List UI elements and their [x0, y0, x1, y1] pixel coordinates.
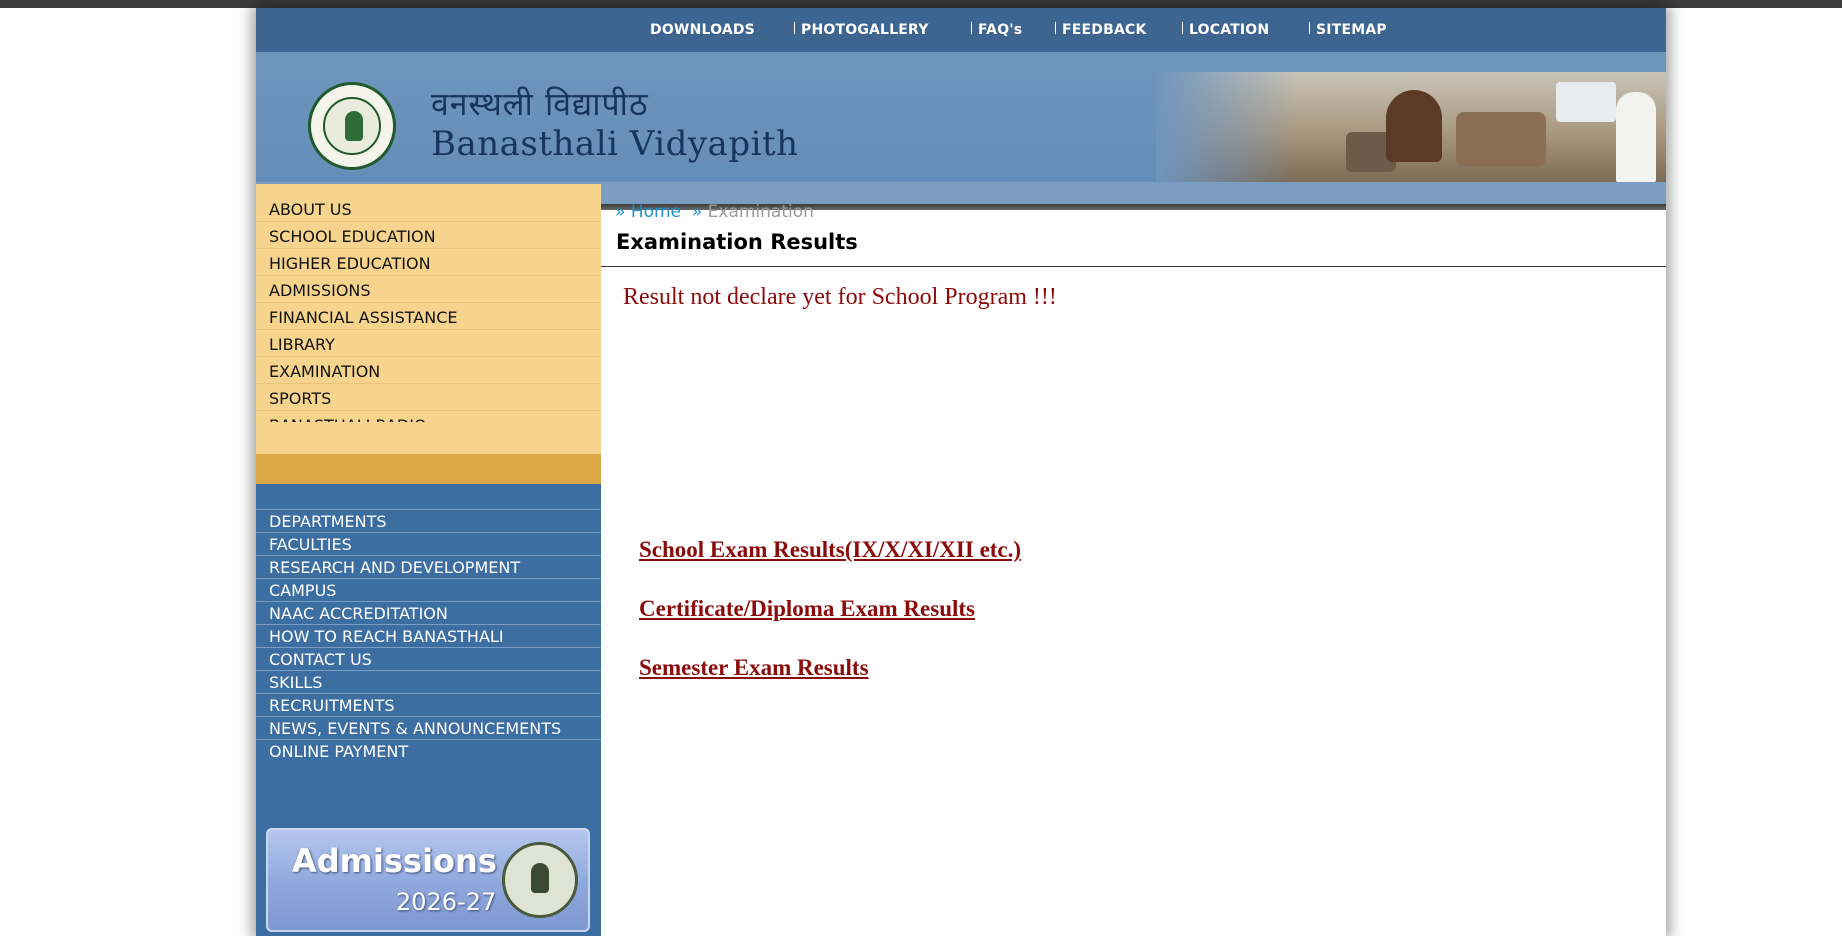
breadcrumb [615, 202, 814, 222]
menu-item-admissions[interactable] [256, 276, 601, 303]
photo-shape [1616, 92, 1656, 182]
menu-item-label: NEWS, EVENTS & ANNOUNCEMENTS [269, 719, 562, 738]
top-nav-separator [1182, 22, 1183, 34]
top-nav-separator [794, 22, 795, 34]
menu-item-news-events[interactable] [256, 716, 601, 739]
seal-ring [323, 97, 381, 155]
menu-item-research-and-development[interactable] [256, 555, 601, 578]
menu-item-faculties[interactable] [256, 532, 601, 555]
menu-item-label: NAAC ACCREDITATION [269, 604, 448, 623]
admissions-banner[interactable] [266, 828, 590, 932]
menu-item-higher-education[interactable] [256, 249, 601, 276]
menu-item-school-education[interactable] [256, 222, 601, 249]
menu-item-label: ADMISSIONS [269, 281, 371, 300]
menu-item-label: ONLINE PAYMENT [269, 742, 409, 761]
menu-item-label: HOW TO REACH BANASTHALI [269, 627, 504, 646]
top-nav-separator [1309, 22, 1310, 34]
breadcrumb-home-link[interactable]: Home [630, 202, 682, 222]
logo-english-text[interactable]: Banasthali Vidyapith [431, 124, 799, 164]
menu-item-label: RECRUITMENTS [269, 696, 395, 715]
logo-hindi-text[interactable]: वनस्थली विद्यापीठ [431, 85, 649, 123]
menu-item-label: DEPARTMENTS [269, 512, 387, 531]
menu-item-sports[interactable] [256, 384, 601, 411]
menu-item-label: SPORTS [269, 389, 332, 408]
menu-item-naac-accreditation[interactable] [256, 601, 601, 624]
menu-item-label: CONTACT US [269, 650, 372, 669]
certificate-diploma-results-link[interactable]: Certificate/Diploma Exam Results [639, 596, 975, 621]
menu-item-label: LIBRARY [269, 335, 335, 354]
header-photo-collage [1156, 72, 1666, 182]
menu-item-label: CAMPUS [269, 581, 337, 600]
menu-item-label: HIGHER EDUCATION [269, 254, 431, 273]
school-exam-results-link[interactable]: School Exam Results(IX/X/XI/XII etc.) [639, 537, 1022, 562]
left-sidebar [256, 184, 601, 936]
university-seal-icon[interactable] [308, 82, 396, 170]
page-title: Examination Results [616, 230, 858, 254]
menu-item-skills[interactable] [256, 670, 601, 693]
photo-shape [1456, 112, 1546, 167]
menu-item-label: RESEARCH AND DEVELOPMENT [269, 558, 521, 577]
primary-menu-footer-bar [256, 454, 601, 484]
breadcrumb-current: Examination [707, 202, 814, 222]
seal-figure [531, 863, 549, 893]
admissions-title: Admissions [292, 842, 497, 880]
top-nav-feedback[interactable]: FEEDBACK [1062, 22, 1147, 38]
photo-shape [1386, 90, 1442, 162]
menu-item-label: EXAMINATION [269, 362, 381, 381]
menu-item-online-payment[interactable] [256, 739, 601, 762]
top-nav-location[interactable]: LOCATION [1189, 22, 1270, 38]
menu-item-library[interactable] [256, 330, 601, 357]
menu-item-examination[interactable] [256, 357, 601, 384]
menu-item-recruitments[interactable] [256, 693, 601, 716]
menu-item-label: FACULTIES [269, 535, 352, 554]
main-content [601, 184, 1666, 936]
result-notice: Result not declare yet for School Program !!! [623, 284, 1057, 310]
primary-menu-extension [256, 422, 601, 454]
page-container [256, 8, 1666, 936]
menu-item-label: ABOUT US [269, 200, 352, 219]
seal-figure [345, 111, 363, 141]
menu-item-departments[interactable] [256, 509, 601, 532]
menu-item-financial-assistance[interactable] [256, 303, 601, 330]
title-divider [601, 266, 1666, 267]
top-navigation [256, 8, 1666, 52]
menu-item-label: SKILLS [269, 673, 323, 692]
top-nav-faqs[interactable]: FAQ's [978, 22, 1023, 38]
semester-exam-results-link[interactable]: Semester Exam Results [639, 655, 869, 680]
top-nav-downloads[interactable]: DOWNLOADS [650, 22, 755, 38]
photo-shape [1556, 82, 1616, 122]
top-nav-separator [971, 22, 972, 34]
admissions-seal-icon [502, 842, 578, 918]
menu-item-campus[interactable] [256, 578, 601, 601]
breadcrumb-separator: » [615, 202, 626, 222]
menu-item-how-to-reach[interactable] [256, 624, 601, 647]
top-nav-photogallery[interactable]: PHOTOGALLERY [801, 22, 929, 38]
header-banner [256, 52, 1666, 184]
primary-menu [256, 184, 601, 422]
menu-item-contact-us[interactable] [256, 647, 601, 670]
browser-top-edge [0, 0, 1842, 8]
top-nav-separator [1055, 22, 1056, 34]
admissions-year: 2026-27 [396, 888, 497, 916]
menu-item-label: SCHOOL EDUCATION [269, 227, 436, 246]
top-nav-sitemap[interactable]: SITEMAP [1316, 22, 1387, 38]
menu-item-label: FINANCIAL ASSISTANCE [269, 308, 458, 327]
breadcrumb-separator: » [691, 202, 703, 222]
menu-item-about-us[interactable] [256, 195, 601, 222]
